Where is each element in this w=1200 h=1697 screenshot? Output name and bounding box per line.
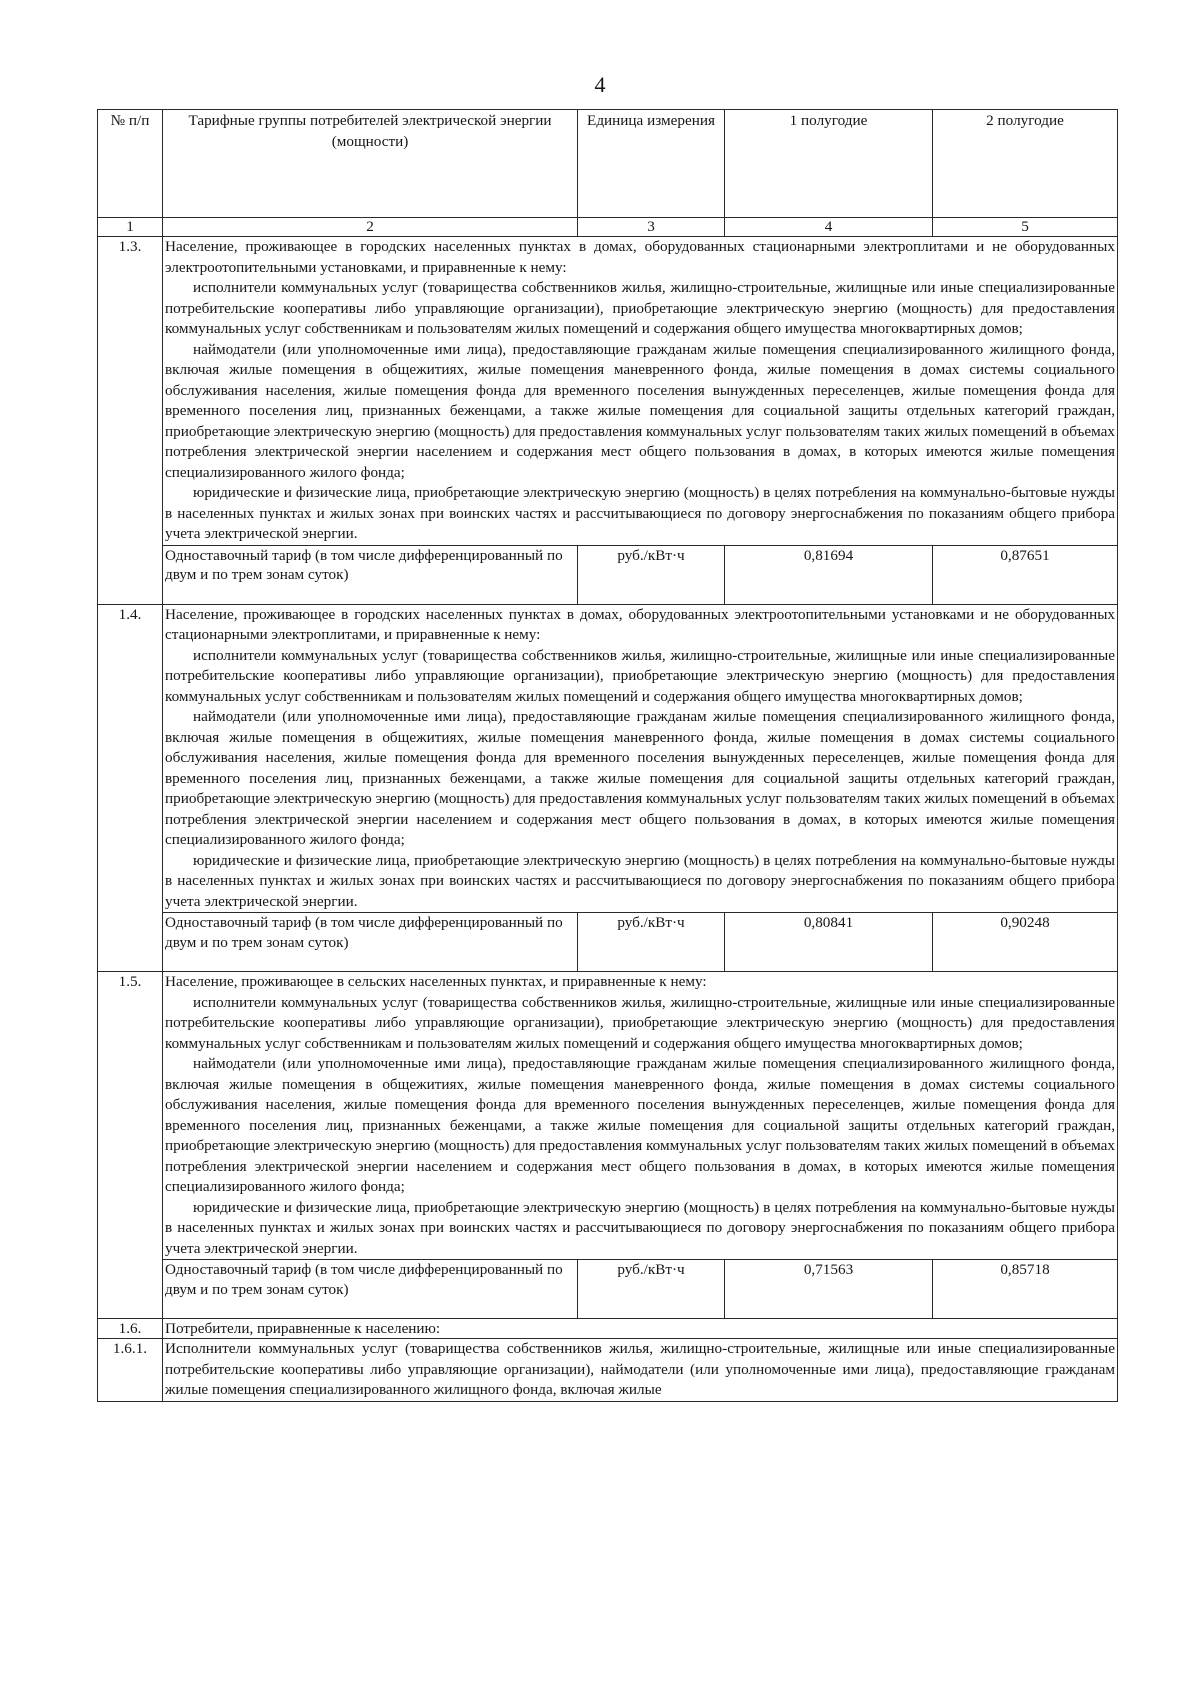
tariff-name: Одноставочный тариф (в том числе дифференцированный по двум и по трем зонам суток) [163, 545, 578, 604]
tariff-table [97, 109, 1118, 1402]
header-half2: 2 полугодие [933, 110, 1118, 218]
tariff-unit: руб./кВт·ч [578, 1260, 725, 1319]
section-description: Исполнители коммунальных услуг (товарищества собственников жилья, жилищно-строительные, жилищные или иные специализированные потребительские кооперативы либо управляющие организации), наймодатели (или уполномоченные ими лица), предоставляющие гражданам жилые помещения специализированного жилищного фонда, включая жилые [163, 1339, 1118, 1402]
tariff-unit: руб./кВт·ч [578, 545, 725, 604]
tariff-row [98, 913, 1118, 972]
tariff-name: Одноставочный тариф (в том числе дифференцированный по двум и по трем зонам суток) [163, 913, 578, 972]
column-number: 3 [578, 218, 725, 237]
section-paragraph: юридические и физические лица, приобретающие электрическую энергию (мощность) в целях потребления на коммунально-бытовые нужды в населенных пунктах и жилых зонах при воинских частях и рассчитывающиеся по договору энергоснабжения по показаниям общего прибора учета электрической энергии. [165, 851, 1115, 910]
section-description [163, 972, 1118, 1260]
section-row-1-6-1 [98, 1339, 1118, 1402]
table-header-row [98, 110, 1118, 218]
section-paragraph: исполнители коммунальных услуг (товарищества собственников жилья, жилищно-строительные, жилищные или иные специализированные потребительские кооперативы либо управляющие организации), приобретающие электрическую энергию (мощность) для предоставления коммунальных услуг собственникам и пользователям жилых помещений и содержания общего имущества многоквартирных домов; [165, 279, 1115, 337]
header-group: Тарифные группы потребителей электрической энергии (мощности) [163, 110, 578, 218]
section-intro: Население, проживающее в городских населенных пунктах в домах, оборудованных электроотопительными установками и не оборудованных стационарными электроплитами, и приравненные к нему: [165, 605, 1115, 643]
section-paragraph: исполнители коммунальных услуг (товарищества собственников жилья, жилищно-строительные, жилищные или иные специализированные потребительские кооперативы либо управляющие организации), приобретающие электрическую энергию (мощность) для предоставления коммунальных услуг собственникам и пользователям жилых помещений и содержания общего имущества многоквартирных домов; [165, 993, 1115, 1052]
tariff-value-half2: 0,87651 [933, 545, 1118, 604]
section-number: 1.4. [98, 604, 163, 972]
page-number: 4 [594, 72, 606, 97]
section-row-1-3 [98, 237, 1118, 546]
section-paragraph: наймодатели (или уполномоченные ими лица), предоставляющие гражданам жилые помещения специализированного жилищного фонда, включая жилые помещения в общежитиях, жилые помещения маневренного фонда, жилые помещения в домах системы социального обслуживания населения, жилые помещения фонда для временного поселения вынужденных переселенцев, жилые помещения фонда для временного поселения лиц, признанных беженцами, а также жилые помещения для социальной защиты отдельных категорий граждан, приобретающие электрическую энергию (мощность) для предоставления коммунальных услуг пользователям таких жилых помещений в объемах потребления электрической энергии населением и содержания мест общего пользования в домах, в которых имеются жилые помещения специализированного жилого фонда; [165, 1055, 1115, 1195]
tariff-value-half1: 0,80841 [725, 913, 933, 972]
tariff-row [98, 1260, 1118, 1319]
section-intro: Население, проживающее в сельских населенных пунктах, и приравненные к нему: [165, 973, 707, 990]
section-paragraph: юридические и физические лица, приобретающие электрическую энергию (мощность) в целях потребления на коммунально-бытовые нужды в населенных пунктах и жилых зонах при воинских частях и рассчитывающиеся по договору энергоснабжения по показаниям общего прибора учета электрической энергии. [165, 1198, 1115, 1257]
column-number: 1 [98, 218, 163, 237]
column-number: 4 [725, 218, 933, 237]
section-row-1-6 [98, 1319, 1118, 1339]
tariff-value-half2: 0,90248 [933, 913, 1118, 972]
header-unit: Единица измерения [578, 110, 725, 218]
section-paragraph: наймодатели (или уполномоченные ими лица), предоставляющие гражданам жилые помещения специализированного жилищного фонда, включая жилые помещения в общежитиях, жилые помещения маневренного фонда, жилые помещения в домах системы социального обслуживания населения, жилые помещения фонда для временного поселения вынужденных переселенцев, жилые помещения фонда для временного поселения лиц, признанных беженцами, а также жилые помещения для социальной защиты отдельных категорий граждан, приобретающие электрическую энергию (мощность) для предоставления коммунальных услуг пользователям таких жилых помещений в объемах потребления электрической энергии населением и содержания мест общего пользования в домах, в которых имеются жилые помещения специализированного жилого фонда; [165, 340, 1115, 481]
section-row-1-5 [98, 972, 1118, 1260]
section-paragraph: юридические и физические лица, приобретающие электрическую энергию (мощность) в целях потребления на коммунально-бытовые нужды в населенных пунктах и жилых зонах при воинских частях и рассчитывающиеся по договору энергоснабжения по показаниям общего прибора учета электрической энергии. [165, 484, 1115, 542]
tariff-value-half2: 0,85718 [933, 1260, 1118, 1319]
section-row-1-4 [98, 604, 1118, 913]
tariff-row [98, 545, 1118, 604]
header-num: № п/п [98, 110, 163, 218]
section-paragraph: наймодатели (или уполномоченные ими лица), предоставляющие гражданам жилые помещения специализированного жилищного фонда, включая жилые помещения в общежитиях, жилые помещения маневренного фонда, жилые помещения в домах системы социального обслуживания населения, жилые помещения фонда для временного поселения вынужденных переселенцев, жилые помещения фонда для временного поселения лиц, признанных беженцами, а также жилые помещения для социальной защиты отдельных категорий граждан, приобретающие электрическую энергию (мощность) для предоставления коммунальных услуг пользователям таких жилых помещений в объемах потребления электрической энергии населением и содержания мест общего пользования в домах, в которых имеются жилые помещения специализированного жилого фонда; [165, 708, 1115, 848]
section-description: Потребители, приравненные к населению: [163, 1319, 1118, 1339]
tariff-unit: руб./кВт·ч [578, 913, 725, 972]
tariff-name: Одноставочный тариф (в том числе дифференцированный по двум и по трем зонам суток) [163, 1260, 578, 1319]
section-description [163, 604, 1118, 913]
section-number: 1.6.1. [98, 1339, 163, 1402]
section-number: 1.3. [98, 237, 163, 605]
section-intro: Население, проживающее в городских населенных пунктах в домах, оборудованных стационарными электроплитами и не оборудованных электроотопительными установками, и приравненные к нему: [165, 238, 1115, 276]
tariff-value-half1: 0,81694 [725, 545, 933, 604]
header-half1: 1 полугодие [725, 110, 933, 218]
tariff-value-half1: 0,71563 [725, 1260, 933, 1319]
column-number: 2 [163, 218, 578, 237]
column-numbers-row [98, 218, 1118, 237]
section-description [163, 237, 1118, 546]
section-number: 1.5. [98, 972, 163, 1319]
section-paragraph: исполнители коммунальных услуг (товарищества собственников жилья, жилищно-строительные, жилищные или иные специализированные потребительские кооперативы либо управляющие организации), приобретающие электрическую энергию (мощность) для предоставления коммунальных услуг собственникам и пользователям жилых помещений и содержания общего имущества многоквартирных домов; [165, 646, 1115, 705]
section-number: 1.6. [98, 1319, 163, 1339]
column-number: 5 [933, 218, 1118, 237]
